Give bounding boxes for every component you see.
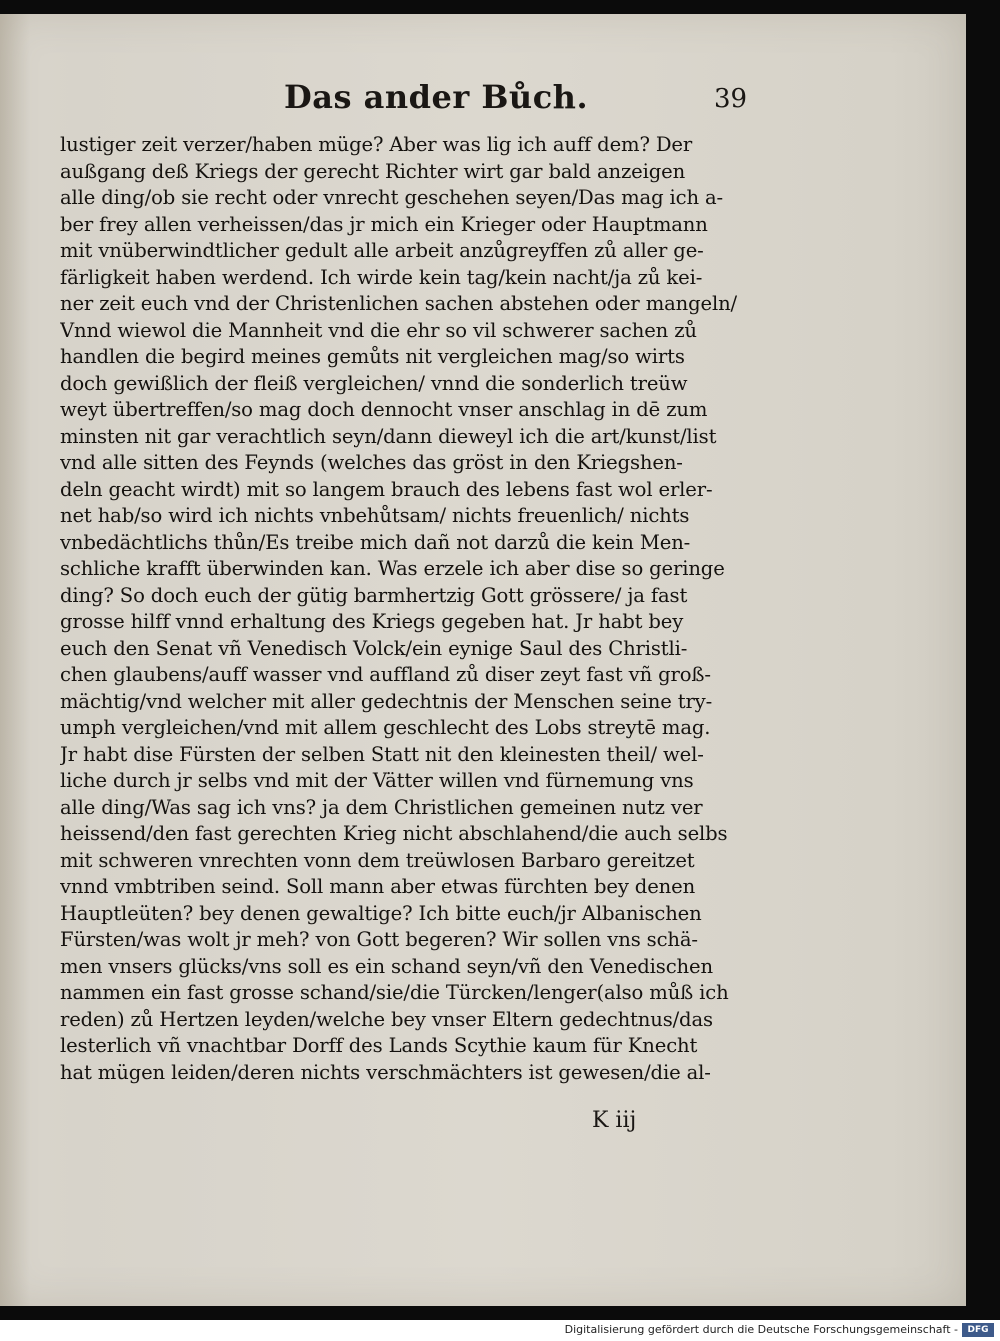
text-line: liche durch jr selbs vnd mit der Vätter willen vnd fürnemung vns: [60, 769, 694, 792]
text-line: vnbedächtlichs thůn/Es treibe mich dañ not darzů die kein Men-: [60, 530, 691, 554]
text-line: Vnnd wiewol die Mannheit vnd die ehr so vil schwerer sachen zů: [60, 318, 697, 342]
text-line: mächtig/vnd welcher mit aller gedechtnis der Menschen seine try-: [60, 689, 713, 713]
text-line: nammen ein fast grosse schand/sie/die Türcken/lenger(also můß ich: [60, 981, 729, 1004]
dfg-logo: DFG: [962, 1323, 994, 1337]
text-line: handlen die begird meines gemůts nit vergleichen mag/so wirts: [60, 345, 685, 368]
text-line: außgang deß Kriegs der gerecht Richter wirt gar bald anzeigen: [60, 159, 686, 183]
running-title: Das ander Bůch.: [284, 78, 589, 116]
text-line: reden) zů Hertzen leyden/welche bey vnser Eltern gedechtnus/das: [60, 1007, 713, 1031]
text-line: euch den Senat vñ Venedisch Volck/ein eynige Saul des Christli-: [60, 636, 688, 660]
text-line: vnd alle sitten des Feynds (welches das gröst in den Kriegshen-: [60, 451, 683, 474]
text-line: vnnd vmbtriben seind. Soll mann aber etwas fürchten bey denen: [60, 875, 696, 898]
text-line: mit vnüberwindtlicher gedult alle arbeit anzůgreyffen zů aller ge-: [60, 239, 704, 262]
footer-bar: [0, 1320, 1000, 1341]
text-line: hat mügen leiden/deren nichts verschmächters ist gewesen/die al-: [60, 1060, 711, 1084]
text-line: deln geacht wirdt) mit so langem brauch des lebens fast wol erler-: [60, 477, 713, 501]
text-line: doch gewißlich der fleiß vergleichen/ vnnd die sonderlich treüw: [60, 371, 688, 395]
text-line: grosse hilff vnnd erhaltung des Kriegs gegeben hat. Jr habt bey: [60, 610, 684, 633]
text-line: minsten nit gar verachtlich seyn/dann dieweyl ich die art/kunst/list: [60, 424, 717, 448]
text-line: ber frey allen verheissen/das jr mich ein Krieger oder Hauptmann: [60, 212, 708, 236]
body-text: [60, 132, 760, 1086]
text-line: alle ding/Was sag ich vns? ja dem Christlichen gemeinen nutz ver: [60, 795, 703, 819]
text-line: net hab/so wird ich nichts vnbehůtsam/ nichts freuenlich/ nichts: [60, 504, 690, 527]
page-edge-shading: [0, 14, 30, 1306]
book-page: [0, 14, 966, 1306]
text-line: alle ding/ob sie recht oder vnrecht geschehen seyen/Das mag ich a-: [60, 186, 724, 209]
text-line: Hauptleüten? bey denen gewaltige? Ich bitte euch/jr Albanischen: [60, 901, 702, 925]
funding-credit: Digitalisierung gefördert durch die Deutsche Forschungsgemeinschaft -: [564, 1323, 958, 1336]
signature-mark: K iij: [592, 1108, 637, 1133]
text-line: lesterlich vñ vnachtbar Dorff des Lands Scythie kaum für Knecht: [60, 1034, 698, 1057]
text-line: men vnsers glücks/vns soll es ein schand seyn/vñ den Venedischen: [60, 954, 713, 978]
text-line: weyt übertreffen/so mag doch dennocht vnser anschlag in dē zum: [60, 398, 708, 421]
text-line: ding? So doch euch der gütig barmhertzig Gott grössere/ ja fast: [60, 583, 688, 607]
text-line: mit schweren vnrechten vonn dem treüwlosen Barbaro gereitzet: [60, 848, 695, 872]
text-line: lustiger zeit verzer/haben müge? Aber was lig ich auff dem? Der: [60, 133, 693, 156]
page-number: 39: [714, 84, 748, 114]
text-line: umph vergleichen/vnd mit allem geschlecht des Lobs streytē mag.: [60, 716, 711, 739]
text-line: ner zeit euch vnd der Christenlichen sachen abstehen oder mangeln/: [60, 292, 738, 315]
text-line: färligkeit haben werdend. Ich wirde kein tag/kein nacht/ja zů kei-: [60, 265, 703, 289]
text-line: heissend/den fast gerechten Krieg nicht abschlahend/die auch selbs: [60, 822, 728, 845]
text-line: schliche krafft überwinden kan. Was erzele ich aber dise so geringe: [60, 557, 725, 580]
text-line: Fürsten/was wolt jr meh? von Gott begeren? Wir sollen vns schä-: [60, 928, 698, 951]
running-head: [0, 78, 966, 122]
text-line: chen glaubens/auff wasser vnd auffland zů diser zeyt fast vñ groß-: [60, 663, 711, 686]
text-line: Jr habt dise Fürsten der selben Statt nit den kleinesten theil/ wel-: [60, 742, 704, 766]
